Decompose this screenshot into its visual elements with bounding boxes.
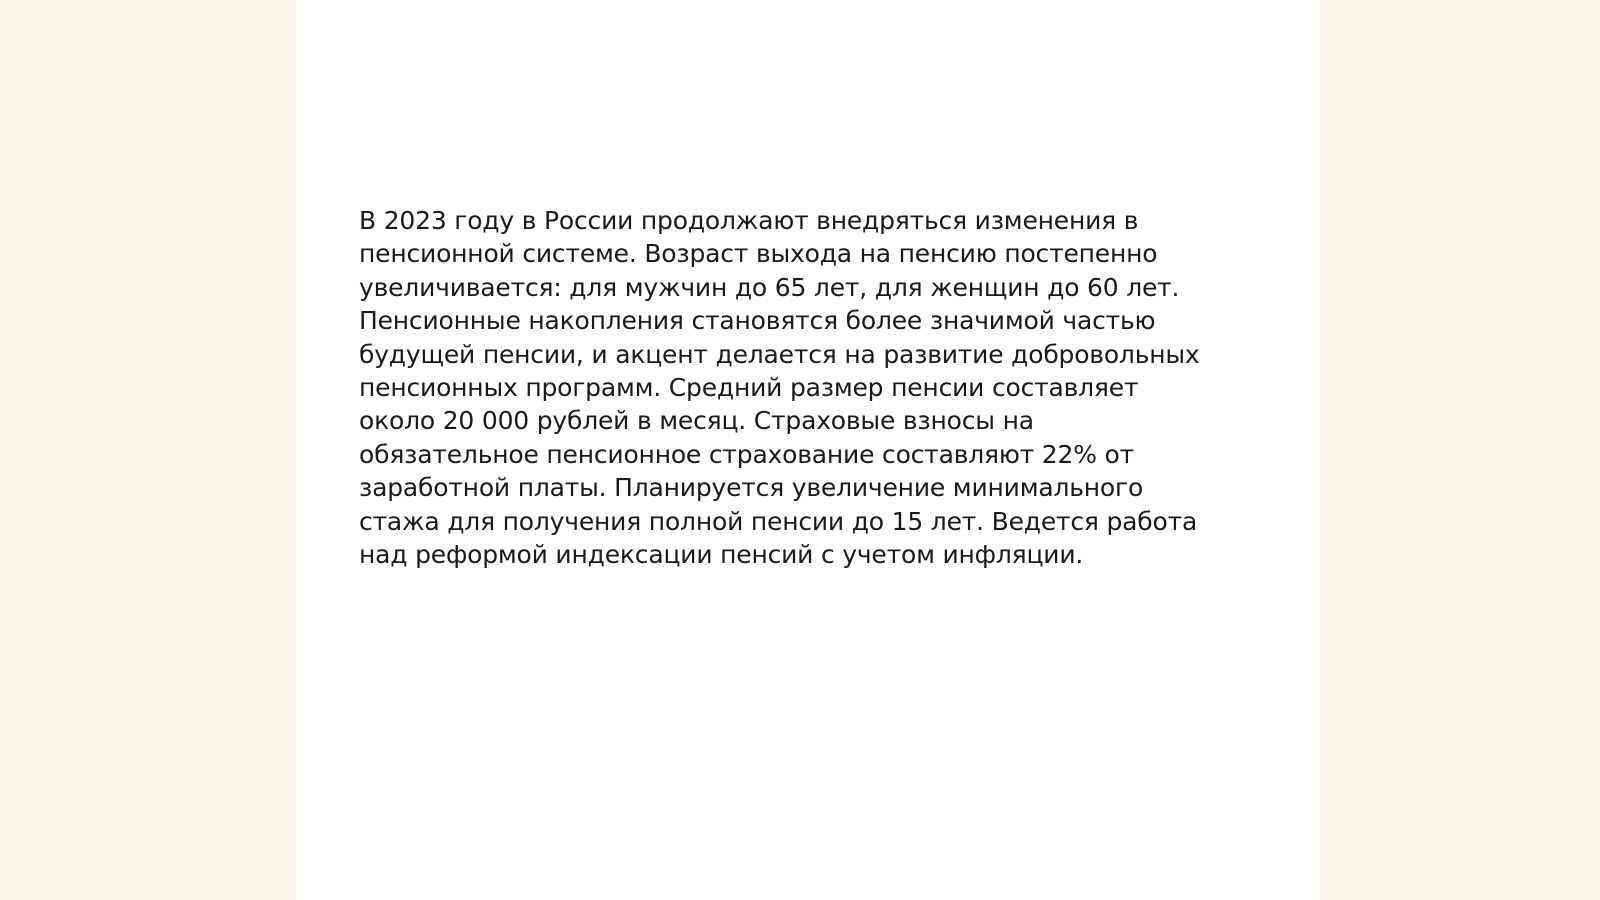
text-line: увеличивается: для мужчин до 65 лет, для женщин до 60 лет. xyxy=(359,272,1180,302)
right-background-panel xyxy=(1320,0,1600,900)
slide-card xyxy=(296,0,1320,900)
text-line: над реформой индексации пенсий с учетом инфляции. xyxy=(359,540,1084,570)
text-line: пенсионной системе. Возраст выхода на пенсию постепенно xyxy=(359,239,1158,269)
text-line: около 20 000 рублей в месяц. Страховые взносы на xyxy=(359,406,1034,436)
text-line: пенсионных программ. Средний размер пенсии составляет xyxy=(359,373,1139,403)
slide-body-text xyxy=(359,204,1259,571)
text-line: В 2023 году в России продолжают внедряться изменения в xyxy=(359,206,1139,235)
text-line: обязательное пенсионное страхование составляют 22% от xyxy=(359,439,1134,469)
text-line: стажа для получения полной пенсии до 15 лет. Ведется работа xyxy=(359,506,1198,536)
text-line: Пенсионные накопления становятся более значимой частью xyxy=(359,306,1156,336)
left-background-panel xyxy=(0,0,296,900)
text-line: заработной платы. Планируется увеличение минимального xyxy=(359,473,1144,503)
text-line: будущей пенсии, и акцент делается на развитие добровольных xyxy=(359,339,1200,369)
